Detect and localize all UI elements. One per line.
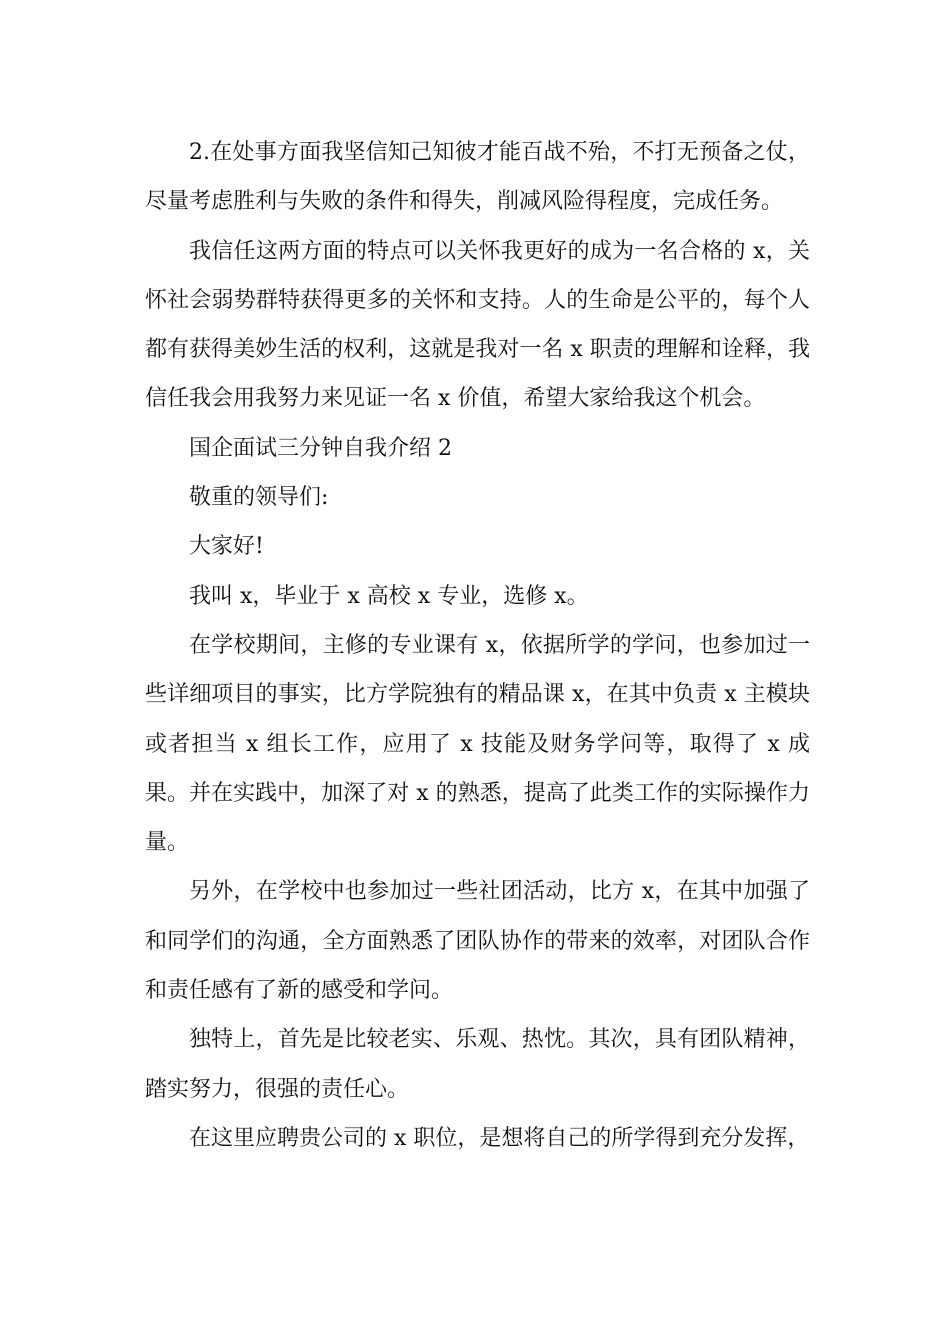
paragraph-strategy: 2.在处事方面我坚信知己知彼才能百战不殆，不打无预备之仗，尽量考虑胜利与失败的条件和得失，削减风险得程度，完成任务。 xyxy=(145,140,810,215)
paragraph-belief: 我信任这两方面的特点可以关怀我更好的成为一名合格的 x，关怀社会弱势群特获得更多的关怀和支持。人的生命是公平的，每个人都有获得美妙生活的权利，这就是我对一名 x 职责的理解和诠释，我信任我会用我努力来见证一名 x 价值，希望大家给我这个机会。 xyxy=(145,238,810,412)
paragraph-personality: 独特上，首先是比较老实、乐观、热忱。其次，具有团队精神，踏实努力，很强的责任心。 xyxy=(145,1027,810,1102)
section-heading: 国企面试三分钟自我介绍 2 xyxy=(189,435,452,461)
paragraph-application: 在这里应聘贵公司的 x 职位，是想将自己的所学得到充分发挥， xyxy=(189,1125,810,1151)
greeting: 大家好! xyxy=(189,534,264,560)
document-body xyxy=(145,128,810,1163)
paragraph-school: 在学校期间，主修的专业课有 x，依据所学的学问，也参加过一些详细项目的事实，比方学院独有的精品课 x，在其中负责 x 主模块或者担当 x 组长工作，应用了 x 技能及财务学问等，取得了 x 成果。并在实践中，加深了对 x 的熟悉，提高了此类工作的实际操作力量。 xyxy=(145,632,810,856)
paragraph-intro: 我叫 x，毕业于 x 高校 x 专业，选修 x。 xyxy=(189,583,589,609)
paragraph-activities: 另外，在学校中也参加过一些社团活动，比方 x，在其中加强了和同学们的沟通，全方面熟悉了团队协作的带来的效率，对团队合作和责任感有了新的感受和学问。 xyxy=(145,879,810,1004)
salutation: 敬重的领导们: xyxy=(189,485,329,511)
